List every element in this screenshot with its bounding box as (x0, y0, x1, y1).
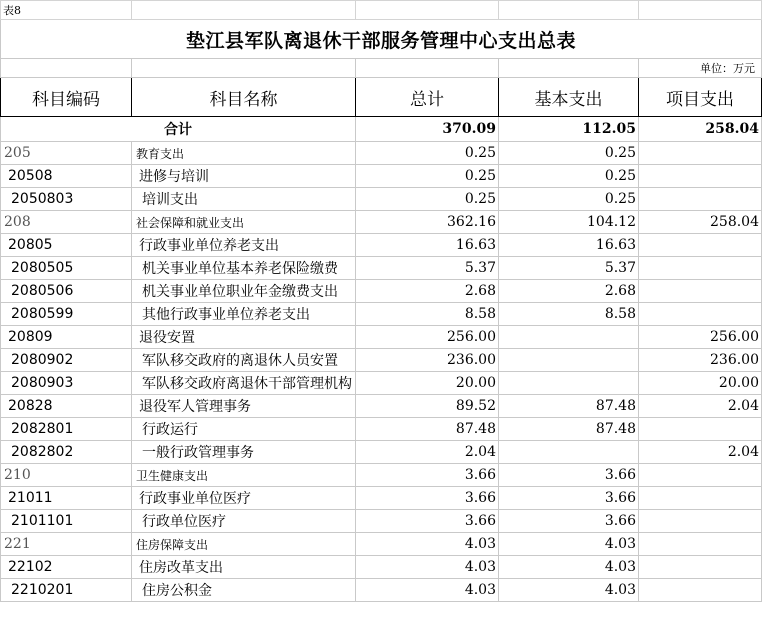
row-code[interactable]: 20828 (1, 395, 132, 418)
row-basic[interactable]: 4.03 (499, 579, 639, 602)
row-project[interactable]: 2.04 (639, 441, 762, 464)
row-name[interactable]: 一般行政管理事务 (132, 441, 356, 464)
table-row (1, 165, 762, 188)
table-row (1, 280, 762, 303)
row-basic[interactable]: 87.48 (499, 395, 639, 418)
row-project[interactable] (639, 487, 762, 510)
row-project[interactable] (639, 510, 762, 533)
row-name[interactable]: 培训支出 (132, 188, 356, 211)
row-code[interactable]: 221 (1, 533, 132, 556)
cell[interactable] (639, 1, 762, 20)
row-name[interactable]: 教育支出 (132, 142, 356, 165)
table-row (1, 487, 762, 510)
row-project[interactable]: 256.00 (639, 326, 762, 349)
row-total[interactable]: 362.16 (356, 211, 499, 234)
row-total[interactable]: 16.63 (356, 234, 499, 257)
row-basic[interactable] (499, 326, 639, 349)
row-code[interactable]: 2210201 (1, 579, 132, 602)
table-row (1, 395, 762, 418)
table-row (1, 211, 762, 234)
row-total[interactable]: 87.48 (356, 418, 499, 441)
row-code[interactable]: 2050803 (1, 188, 132, 211)
total-row (1, 117, 762, 142)
row-code[interactable]: 210 (1, 464, 132, 487)
row-basic[interactable]: 4.03 (499, 533, 639, 556)
row-total[interactable]: 5.37 (356, 257, 499, 280)
row-code[interactable]: 21011 (1, 487, 132, 510)
row-name[interactable]: 机关事业单位职业年金缴费支出 (132, 280, 356, 303)
row-total[interactable]: 0.25 (356, 188, 499, 211)
total-project[interactable]: 258.04 (639, 117, 762, 142)
table-row (1, 579, 762, 602)
title-row (1, 20, 762, 59)
row-name[interactable]: 军队移交政府离退休干部管理机构 (132, 372, 356, 395)
row-basic[interactable] (499, 441, 639, 464)
header-name[interactable]: 科目名称 (132, 78, 356, 117)
row-total[interactable]: 236.00 (356, 349, 499, 372)
row-basic[interactable] (499, 349, 639, 372)
row-code[interactable]: 2082801 (1, 418, 132, 441)
row-name[interactable]: 住房改革支出 (132, 556, 356, 579)
row-project[interactable] (639, 579, 762, 602)
row-code[interactable]: 2080506 (1, 280, 132, 303)
row-name[interactable]: 行政运行 (132, 418, 356, 441)
row-basic[interactable]: 16.63 (499, 234, 639, 257)
cell[interactable] (499, 59, 639, 78)
row-basic[interactable]: 0.25 (499, 188, 639, 211)
row-name[interactable]: 机关事业单位基本养老保险缴费 (132, 257, 356, 280)
table-row (1, 303, 762, 326)
row-name[interactable]: 住房保障支出 (132, 533, 356, 556)
cell[interactable] (132, 59, 356, 78)
table-title[interactable]: 垫江县军队离退休干部服务管理中心支出总表 (1, 20, 762, 59)
row-name[interactable]: 军队移交政府的离退休人员安置 (132, 349, 356, 372)
row-basic[interactable]: 5.37 (499, 257, 639, 280)
row-code[interactable]: 20508 (1, 165, 132, 188)
row-code[interactable]: 2082802 (1, 441, 132, 464)
row-basic[interactable]: 0.25 (499, 165, 639, 188)
row-total[interactable]: 4.03 (356, 556, 499, 579)
table-row (1, 326, 762, 349)
row-code[interactable]: 2101101 (1, 510, 132, 533)
cell[interactable] (132, 1, 356, 20)
row-project[interactable] (639, 303, 762, 326)
table-row (1, 464, 762, 487)
row-project[interactable]: 20.00 (639, 372, 762, 395)
cell[interactable] (356, 1, 499, 20)
row-name[interactable]: 行政事业单位养老支出 (132, 234, 356, 257)
row-name[interactable]: 退役军人管理事务 (132, 395, 356, 418)
table-row (1, 372, 762, 395)
row-name[interactable]: 社会保障和就业支出 (132, 211, 356, 234)
row-basic[interactable]: 3.66 (499, 487, 639, 510)
sheet-tag[interactable]: 表8 (1, 1, 132, 20)
row-total[interactable]: 4.03 (356, 579, 499, 602)
table-row (1, 418, 762, 441)
row-project[interactable] (639, 556, 762, 579)
row-name[interactable]: 退役安置 (132, 326, 356, 349)
unit-label[interactable]: 单位：万元 (639, 59, 762, 78)
row-name[interactable]: 住房公积金 (132, 579, 356, 602)
cell[interactable] (499, 1, 639, 20)
table-row (1, 533, 762, 556)
row-code[interactable]: 20805 (1, 234, 132, 257)
row-basic[interactable]: 3.66 (499, 464, 639, 487)
row-project[interactable] (639, 533, 762, 556)
header-project[interactable]: 项目支出 (639, 78, 762, 117)
table-row (1, 142, 762, 165)
row-name[interactable]: 行政单位医疗 (132, 510, 356, 533)
table-row (1, 441, 762, 464)
header-code[interactable]: 科目编码 (1, 78, 132, 117)
row-total[interactable]: 256.00 (356, 326, 499, 349)
row-total[interactable]: 89.52 (356, 395, 499, 418)
row-basic[interactable]: 87.48 (499, 418, 639, 441)
cell[interactable] (1, 59, 132, 78)
row-code[interactable]: 20809 (1, 326, 132, 349)
row-total[interactable]: 4.03 (356, 533, 499, 556)
row-project[interactable] (639, 188, 762, 211)
row-project[interactable]: 2.04 (639, 395, 762, 418)
row-project[interactable] (639, 257, 762, 280)
header-row (1, 78, 762, 117)
row-name[interactable]: 行政事业单位医疗 (132, 487, 356, 510)
table-row (1, 349, 762, 372)
row-basic[interactable]: 4.03 (499, 556, 639, 579)
row-total[interactable]: 3.66 (356, 464, 499, 487)
row-code[interactable]: 205 (1, 142, 132, 165)
row-project[interactable] (639, 280, 762, 303)
table-row (1, 556, 762, 579)
row-code[interactable]: 2080505 (1, 257, 132, 280)
row-total[interactable]: 8.58 (356, 303, 499, 326)
row-basic[interactable]: 8.58 (499, 303, 639, 326)
row-code[interactable]: 22102 (1, 556, 132, 579)
row-total[interactable]: 2.68 (356, 280, 499, 303)
row-basic[interactable]: 0.25 (499, 142, 639, 165)
total-basic[interactable]: 112.05 (499, 117, 639, 142)
row-total[interactable]: 3.66 (356, 487, 499, 510)
row-project[interactable]: 258.04 (639, 211, 762, 234)
table-row (1, 234, 762, 257)
row-project[interactable] (639, 234, 762, 257)
row-total[interactable]: 2.04 (356, 441, 499, 464)
row-basic[interactable]: 104.12 (499, 211, 639, 234)
row-project[interactable] (639, 418, 762, 441)
row-basic[interactable]: 3.66 (499, 510, 639, 533)
sheet-tag-row (1, 1, 762, 20)
row-name[interactable]: 进修与培训 (132, 165, 356, 188)
row-project[interactable]: 236.00 (639, 349, 762, 372)
total-label[interactable]: 合计 (1, 117, 356, 142)
row-project[interactable] (639, 142, 762, 165)
row-code[interactable]: 2080903 (1, 372, 132, 395)
header-total[interactable]: 总计 (356, 78, 499, 117)
table-row (1, 188, 762, 211)
row-code[interactable]: 2080599 (1, 303, 132, 326)
row-code[interactable]: 2080902 (1, 349, 132, 372)
row-total[interactable]: 0.25 (356, 165, 499, 188)
header-basic[interactable]: 基本支出 (499, 78, 639, 117)
total-total[interactable]: 370.09 (356, 117, 499, 142)
table-row (1, 510, 762, 533)
row-name[interactable]: 卫生健康支出 (132, 464, 356, 487)
row-code[interactable]: 208 (1, 211, 132, 234)
row-basic[interactable]: 2.68 (499, 280, 639, 303)
row-total[interactable]: 0.25 (356, 142, 499, 165)
table-row (1, 257, 762, 280)
row-basic[interactable] (499, 372, 639, 395)
row-name[interactable]: 其他行政事业单位养老支出 (132, 303, 356, 326)
row-project[interactable] (639, 165, 762, 188)
row-total[interactable]: 3.66 (356, 510, 499, 533)
row-project[interactable] (639, 464, 762, 487)
cell[interactable] (356, 59, 499, 78)
row-total[interactable]: 20.00 (356, 372, 499, 395)
unit-row (1, 59, 762, 78)
